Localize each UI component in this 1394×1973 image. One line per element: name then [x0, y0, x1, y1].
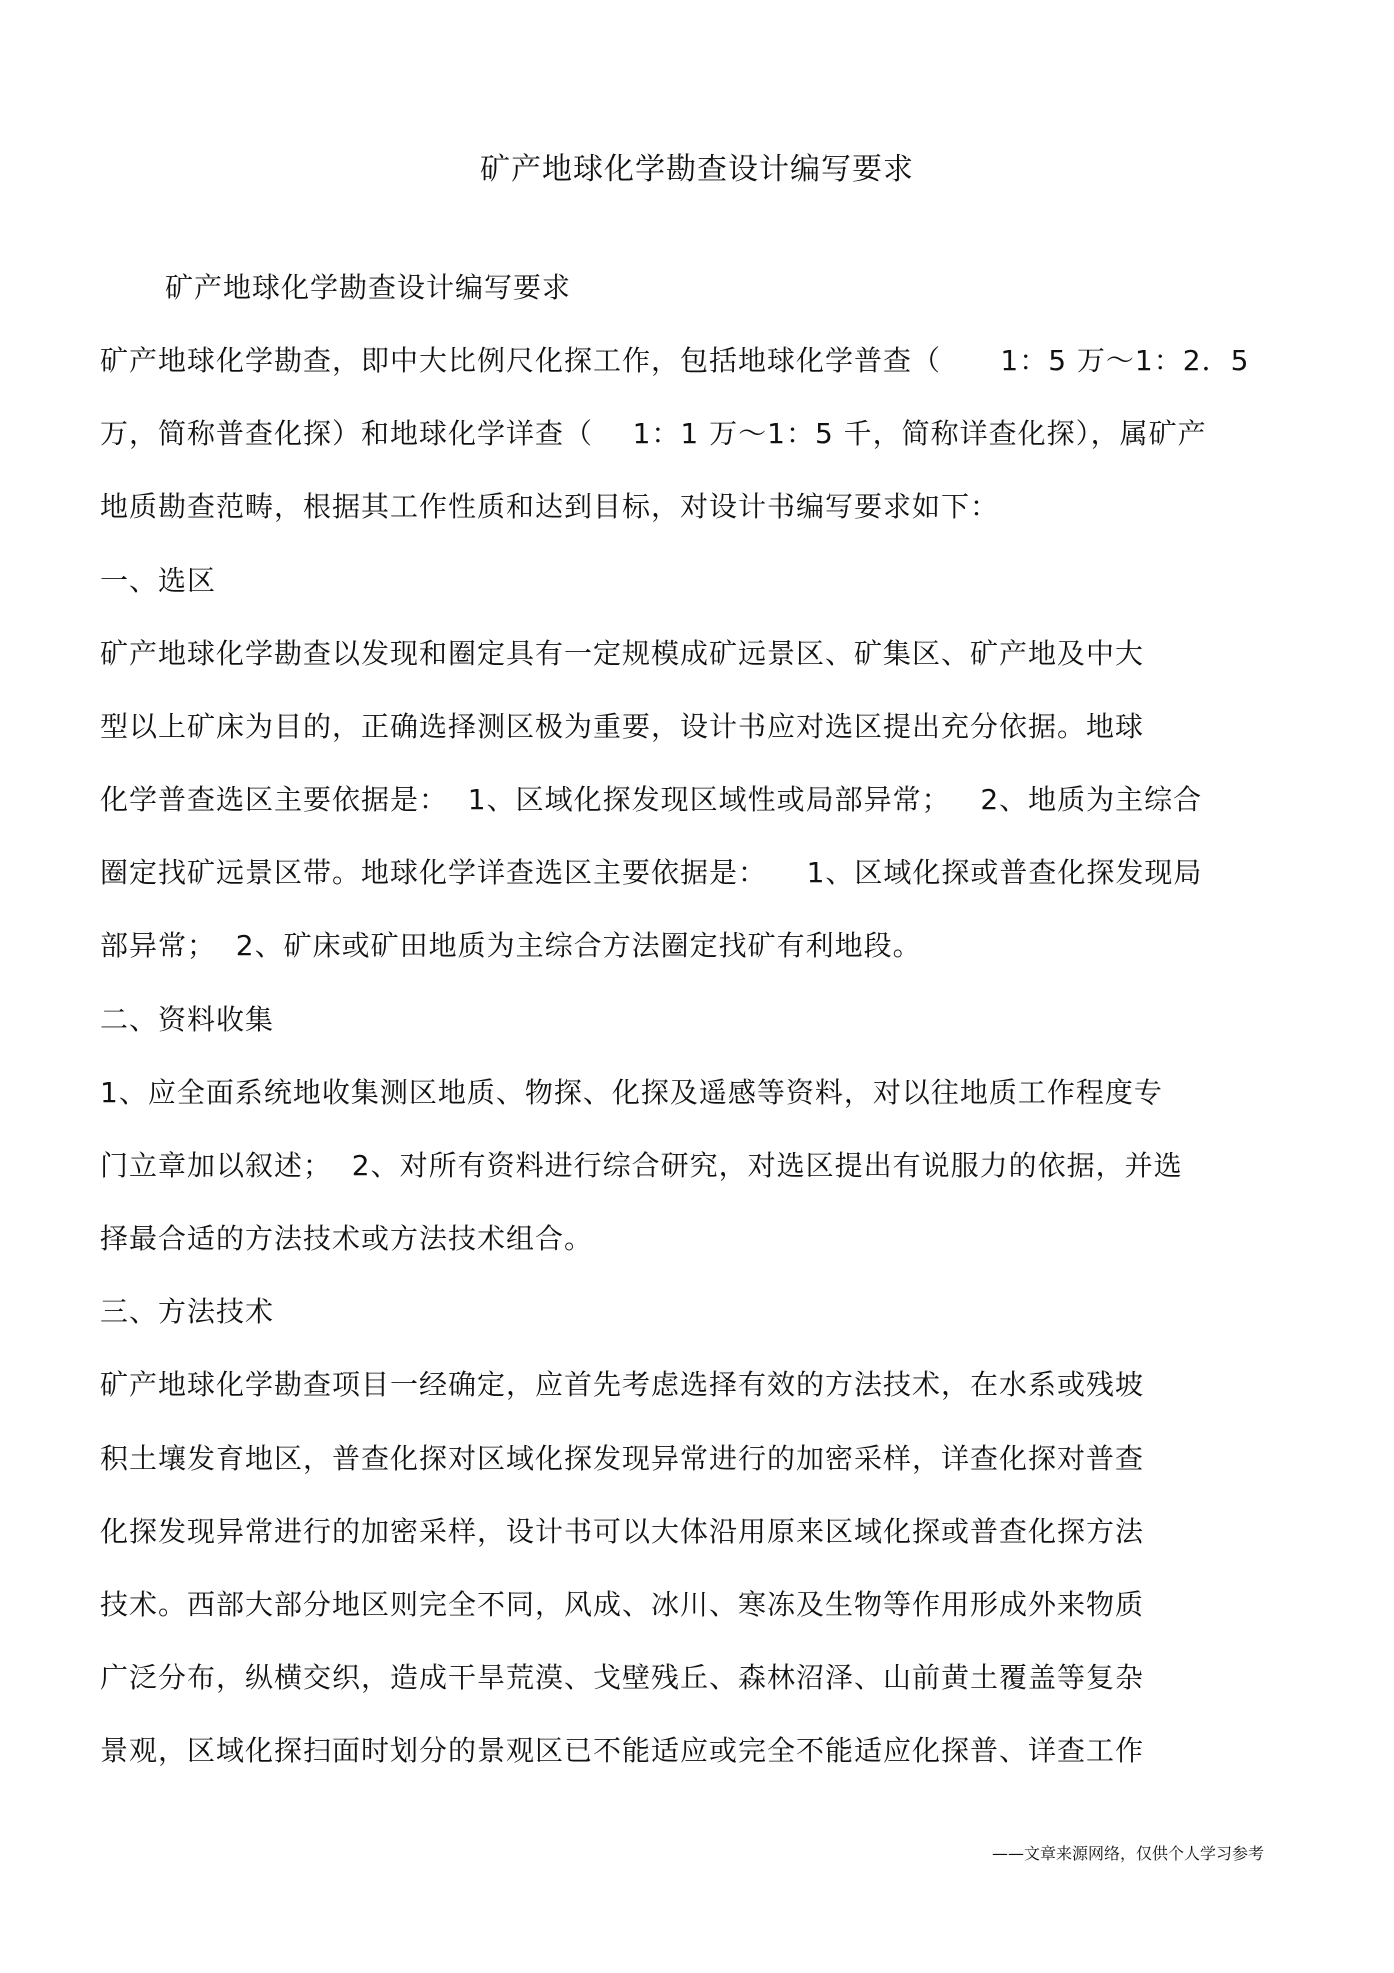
body-line: 广泛分布，纵横交织，造成干旱荒漠、戈壁残丘、森林沼泽、山前黄土覆盖等复杂: [100, 1661, 1145, 1694]
body-line: 景观，区域化探扫面时划分的景观区已不能适应或完全不能适应化探普、详查工作: [100, 1734, 1145, 1767]
source-footer: ——文章来源网络，仅供个人学习参考: [991, 1844, 1264, 1863]
body-line: 门立章加以叙述； 2、对所有资料进行综合研究，对选区提出有说服力的依据，并选: [100, 1149, 1183, 1182]
body-line: 化探发现异常进行的加密采样，设计书可以大体沿用原来区域化探或普查化探方法: [100, 1515, 1145, 1548]
body-line: 技术。西部大部分地区则完全不同，风成、冰川、寒冻及生物等作用形成外来物质: [100, 1588, 1145, 1621]
body-line: 择最合适的方法技术或方法技术组合。: [100, 1222, 594, 1255]
body-line: 1、应全面系统地收集测区地质、物探、化探及遥感等资料，对以往地质工作程度专: [100, 1076, 1163, 1109]
body-line: 部异常； 2、矿床或矿田地质为主综合方法圈定找矿有利地段。: [100, 929, 922, 962]
body-line: 矿产地球化学勘查以发现和圈定具有一定规模成矿远景区、矿集区、矿产地及中大: [100, 637, 1145, 670]
body-line: 矿产地球化学勘查，即中大比例尺化探工作，包括地球化学普查（ 1：5 万～1：2．5: [100, 344, 1250, 377]
body-line: 型以上矿床为目的，正确选择测区极为重要，设计书应对选区提出充分依据。地球: [100, 710, 1145, 743]
body-line: 圈定找矿远景区带。地球化学详查选区主要依据是： 1、区域化探或普查化探发现局: [100, 856, 1203, 889]
body-line: 万，简称普查化探）和地球化学详查（ 1：1 万～1：5 千，简称详查化探），属矿产: [100, 417, 1207, 450]
body-line: 积土壤发育地区，普查化探对区域化探发现异常进行的加密采样，详查化探对普查: [100, 1442, 1145, 1475]
body-line: 矿产地球化学勘查项目一经确定，应首先考虑选择有效的方法技术，在水系或残坡: [100, 1368, 1145, 1401]
section-heading: 二、资料收集: [100, 1003, 275, 1036]
body-line: 地质勘查范畴，根据其工作性质和达到目标，对设计书编写要求如下：: [100, 490, 1000, 523]
section-heading: 一、选区: [100, 564, 217, 597]
body-line: 化学普查选区主要依据是： 1、区域化探发现区域性或局部异常； 2、地质为主综合: [100, 783, 1203, 816]
subtitle-line: 矿产地球化学勘查设计编写要求: [165, 271, 572, 304]
document-title: 矿产地球化学勘查设计编写要求: [480, 152, 914, 187]
section-heading: 三、方法技术: [100, 1295, 275, 1328]
